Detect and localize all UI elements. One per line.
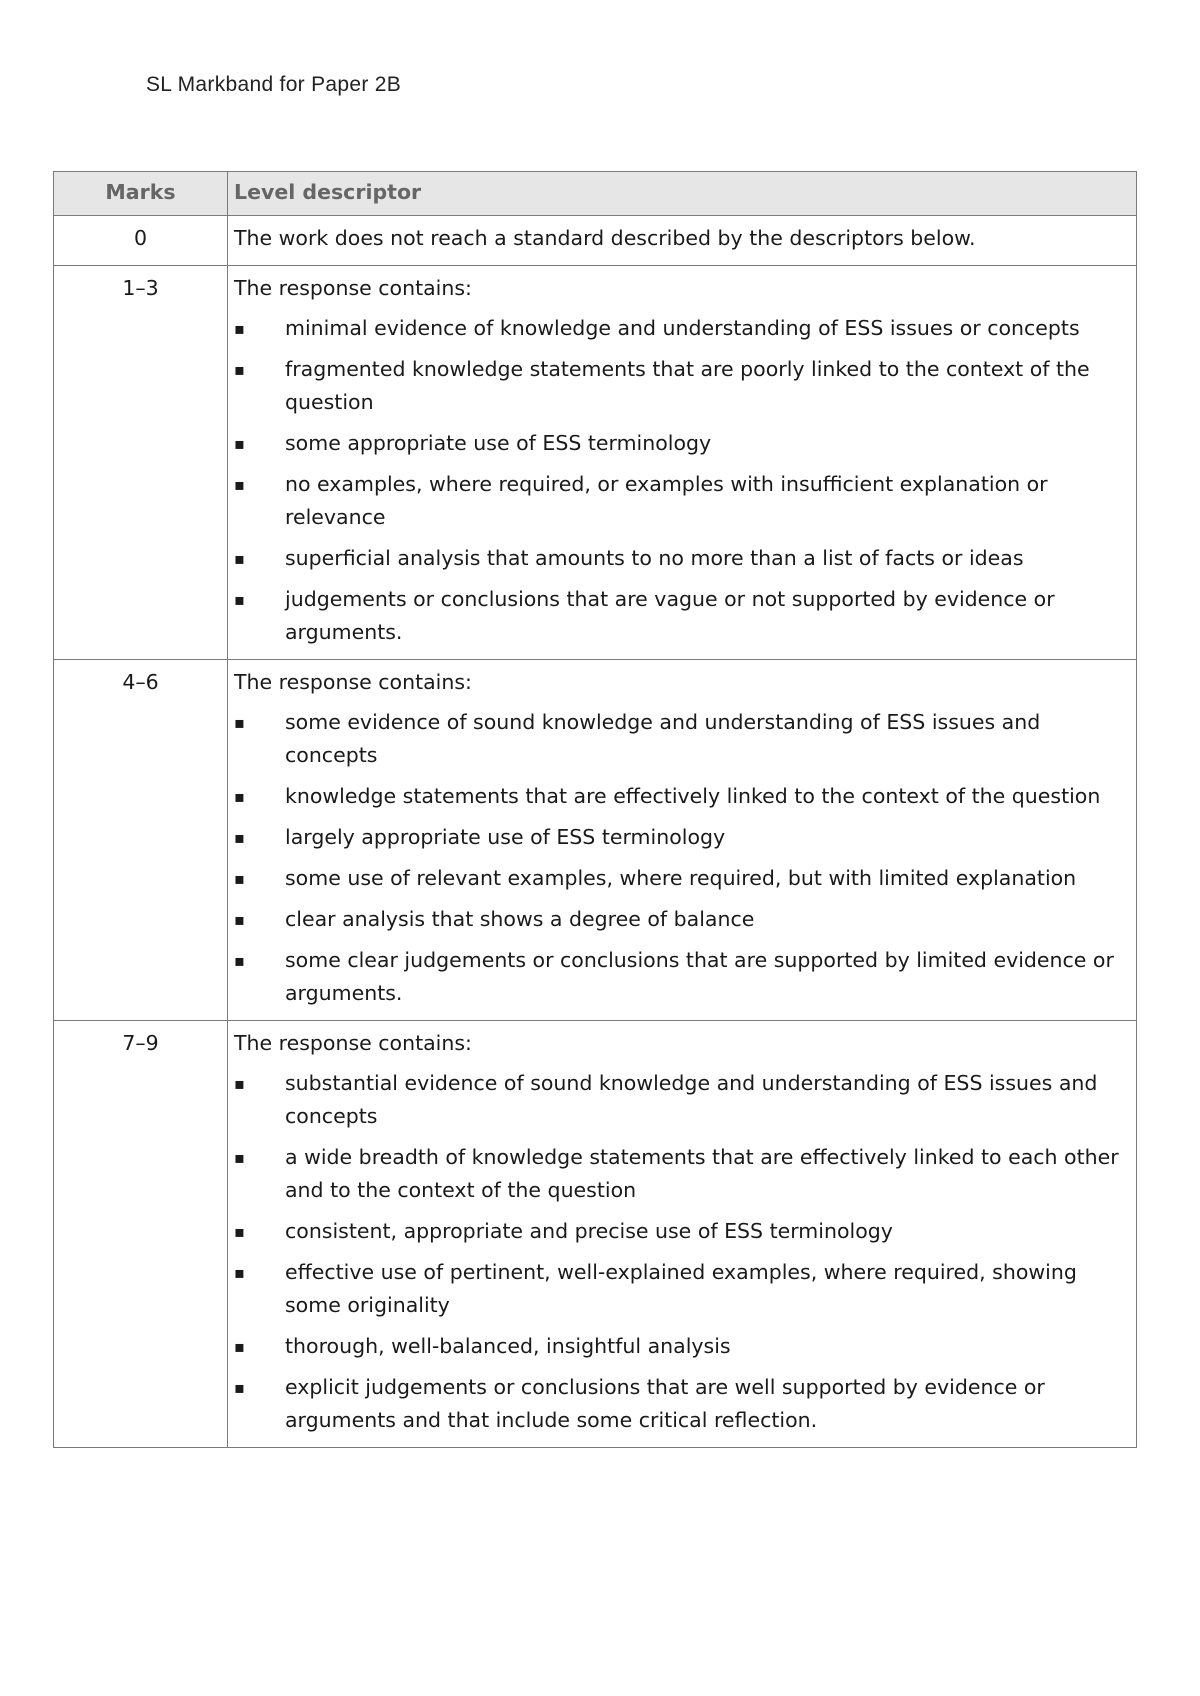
criteria-text: some evidence of sound knowledge and understanding of ESS issues and concepts: [285, 710, 1041, 767]
criteria-text: largely appropriate use of ESS terminology: [285, 825, 726, 849]
bullet-icon: ▪: [234, 713, 245, 732]
bullet-icon: ▪: [234, 1263, 245, 1282]
criteria-text: some appropriate use of ESS terminology: [285, 431, 712, 455]
table-row-4-6: [54, 660, 1137, 1021]
criteria-text: no examples, where required, or examples with insufficient explanation or relevance: [285, 472, 1048, 529]
criteria-text: consistent, appropriate and precise use of ESS terminology: [285, 1219, 893, 1243]
criteria-text: judgements or conclusions that are vague or not supported by evidence or arguments.: [285, 587, 1055, 644]
criteria-item: [234, 903, 1124, 936]
criteria-text: some clear judgements or conclusions that are supported by limited evidence or arguments.: [285, 948, 1114, 1005]
bullet-icon: ▪: [234, 787, 245, 806]
criteria-text: some use of relevant examples, where required, but with limited explanation: [285, 866, 1077, 890]
table-row-0: [54, 216, 1137, 266]
marks-cell: 0: [54, 216, 228, 266]
bullet-icon: ▪: [234, 1074, 245, 1093]
descriptor-cell: [228, 1021, 1137, 1448]
criteria-item: [234, 468, 1124, 534]
descriptor-intro: The response contains:: [234, 670, 472, 694]
descriptor-intro: The response contains:: [234, 276, 472, 300]
bullet-icon: ▪: [234, 475, 245, 494]
criteria-item: [234, 780, 1124, 813]
criteria-text: thorough, well-balanced, insightful analysis: [285, 1334, 731, 1358]
criteria-text: substantial evidence of sound knowledge and understanding of ESS issues and concepts: [285, 1071, 1098, 1128]
marks-cell: 7–9: [54, 1021, 228, 1448]
criteria-item: [234, 821, 1124, 854]
descriptor-cell: The work does not reach a standard described by the descriptors below.: [228, 216, 1137, 266]
criteria-text: explicit judgements or conclusions that are well supported by evidence or arguments and that include some critical reflection.: [285, 1375, 1045, 1432]
table-row-7-9: [54, 1021, 1137, 1448]
marks-cell: 4–6: [54, 660, 228, 1021]
criteria-item: [234, 862, 1124, 895]
criteria-list: [234, 706, 1124, 1010]
bullet-icon: ▪: [234, 590, 245, 609]
criteria-item: [234, 1141, 1124, 1207]
markband-table: [53, 171, 1137, 1448]
bullet-icon: ▪: [234, 910, 245, 929]
criteria-item: [234, 944, 1124, 1010]
criteria-item: [234, 1067, 1124, 1133]
criteria-text: clear analysis that shows a degree of balance: [285, 907, 755, 931]
criteria-list: [234, 312, 1124, 649]
bullet-icon: ▪: [234, 869, 245, 888]
marks-cell: 1–3: [54, 266, 228, 660]
criteria-text: minimal evidence of knowledge and understanding of ESS issues or concepts: [285, 316, 1080, 340]
table-header-row: [54, 172, 1137, 216]
criteria-item: [234, 1371, 1124, 1437]
bullet-icon: ▪: [234, 951, 245, 970]
criteria-item: [234, 427, 1124, 460]
marks-column-header: Marks: [54, 172, 228, 216]
criteria-item: [234, 583, 1124, 649]
bullet-icon: ▪: [234, 1148, 245, 1167]
level-descriptor-column-header: Level descriptor: [228, 172, 1137, 216]
table-row-1-3: [54, 266, 1137, 660]
document-title: SL Markband for Paper 2B: [146, 73, 402, 96]
criteria-item: [234, 1330, 1124, 1363]
bullet-icon: ▪: [234, 1337, 245, 1356]
descriptor-cell: [228, 266, 1137, 660]
criteria-text: effective use of pertinent, well-explained examples, where required, showing some originality: [285, 1260, 1077, 1317]
descriptor-cell: [228, 660, 1137, 1021]
bullet-icon: ▪: [234, 549, 245, 568]
criteria-text: a wide breadth of knowledge statements that are effectively linked to each other and to the context of the question: [285, 1145, 1119, 1202]
bullet-icon: ▪: [234, 434, 245, 453]
criteria-list: [234, 1067, 1124, 1437]
criteria-item: [234, 706, 1124, 772]
bullet-icon: ▪: [234, 1222, 245, 1241]
bullet-icon: ▪: [234, 828, 245, 847]
bullet-icon: ▪: [234, 319, 245, 338]
criteria-item: [234, 542, 1124, 575]
criteria-text: fragmented knowledge statements that are poorly linked to the context of the question: [285, 357, 1090, 414]
criteria-text: superficial analysis that amounts to no more than a list of facts or ideas: [285, 546, 1024, 570]
criteria-item: [234, 312, 1124, 345]
bullet-icon: ▪: [234, 1378, 245, 1397]
criteria-item: [234, 1256, 1124, 1322]
criteria-text: knowledge statements that are effectively linked to the context of the question: [285, 784, 1101, 808]
criteria-item: [234, 1215, 1124, 1248]
bullet-icon: ▪: [234, 360, 245, 379]
descriptor-intro: The response contains:: [234, 1031, 472, 1055]
criteria-item: [234, 353, 1124, 419]
